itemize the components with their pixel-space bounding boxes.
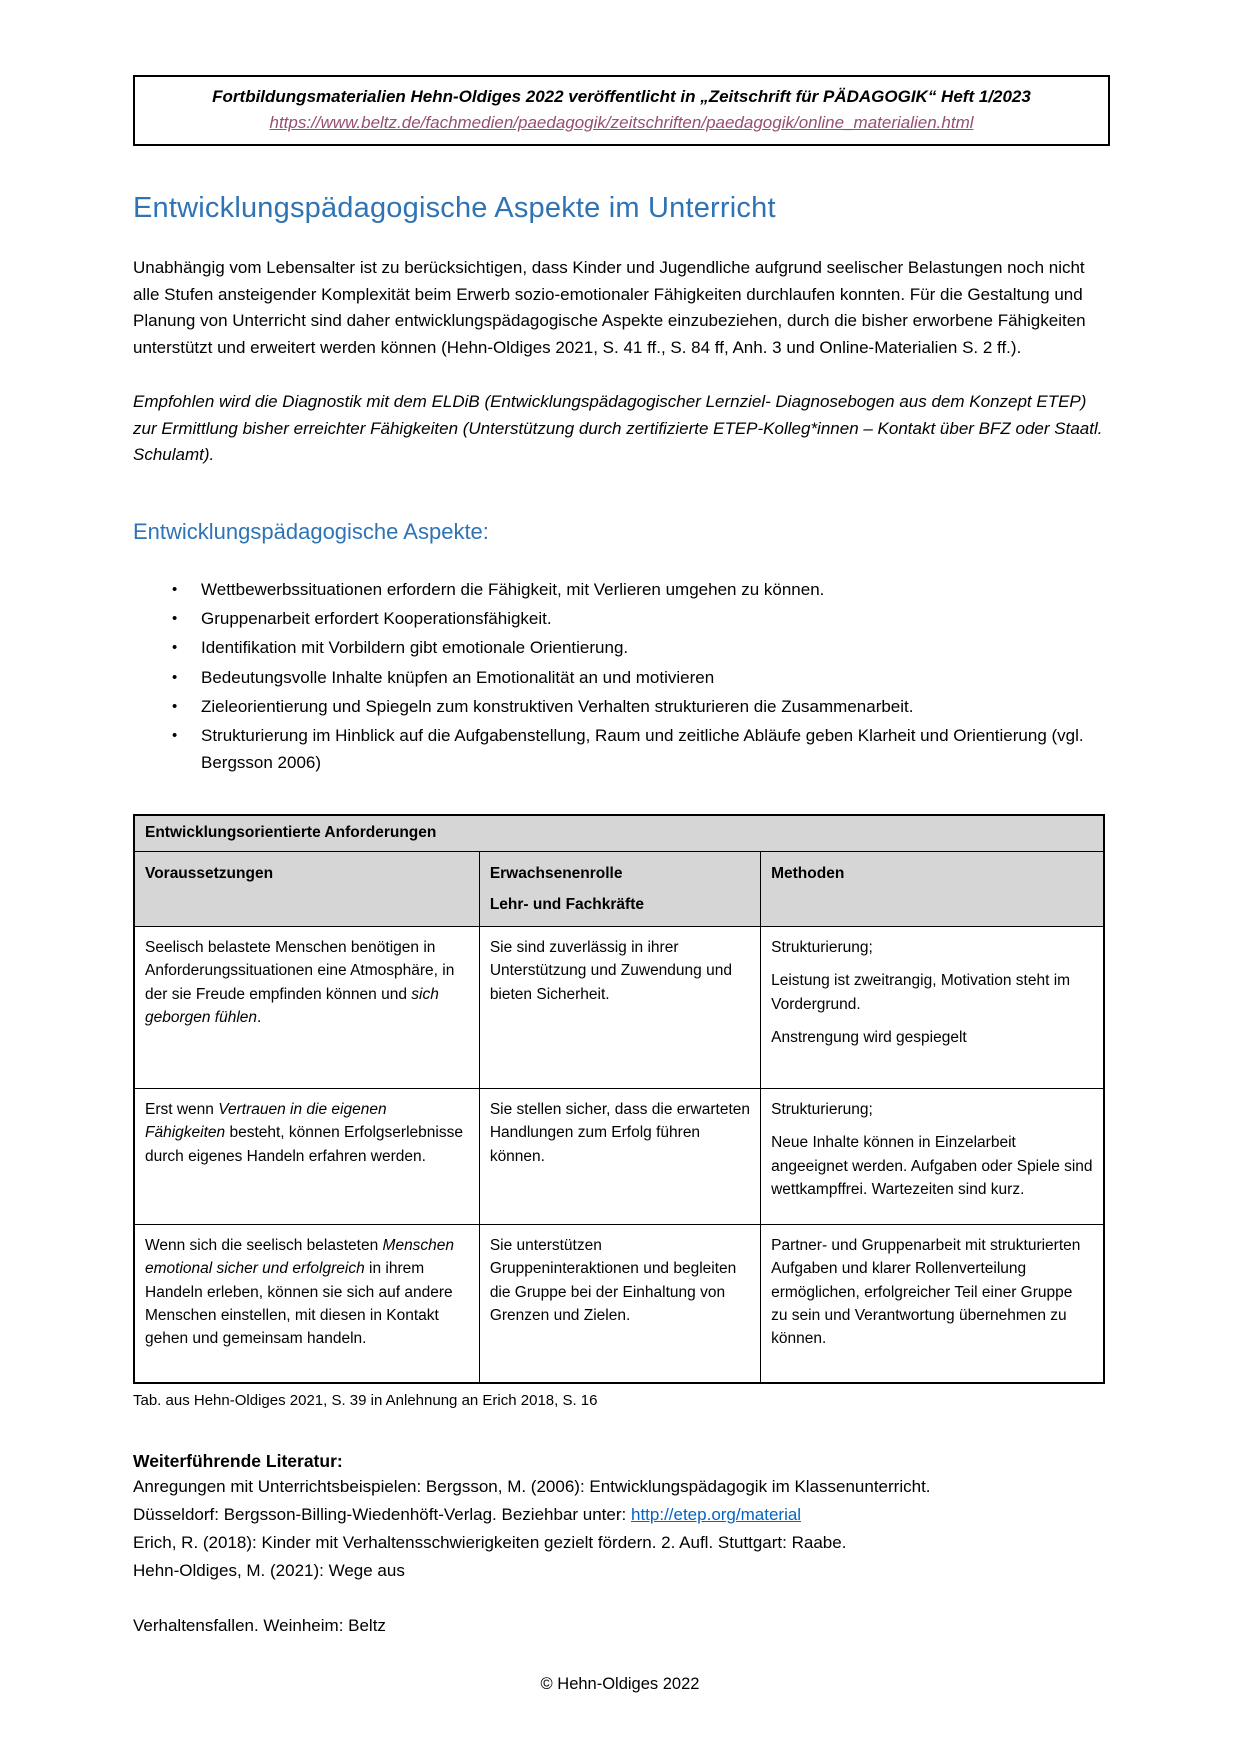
column-header-line1: Erwachsenenrolle bbox=[489, 865, 623, 883]
literature-entry-erich: Erich, R. (2018): Kinder mit Verhaltensschwierigkeiten gezielt fördern. 2. Aufl. Stuttgart: Raabe. bbox=[133, 1532, 847, 1552]
table-title-row bbox=[134, 815, 1104, 852]
bullet-item: • Bedeutungsvolle Inhalte knüpfen an Emotionalität an und motivieren bbox=[170, 665, 1110, 691]
column-header-erwachsenenrolle bbox=[479, 852, 760, 927]
table-row bbox=[134, 927, 1104, 1089]
cell-erwachsenenrolle-3: Sie unterstützen Gruppeninteraktionen und begleiten die Gruppe bei der Einhaltung von Grenzen und Zielen. bbox=[479, 1225, 760, 1384]
table-header-row bbox=[134, 852, 1104, 927]
cell-erwachsenenrolle-1: Sie sind zuverlässig in ihrer Unterstützung und Zuwendung und bieten Sicherheit. bbox=[479, 927, 760, 1089]
cell-text: Erst wenn bbox=[145, 1101, 219, 1119]
literature-entry-bergsson: Anregungen mit Unterrichtsbeispielen: Bergsson, M. (2006): Entwicklungspädagogik im Klassenunterricht. bbox=[133, 1477, 931, 1497]
bullet-item: • Gruppenarbeit erfordert Kooperationsfähigkeit. bbox=[170, 606, 1110, 632]
section-heading: Entwicklungspädagogische Aspekte: bbox=[133, 518, 489, 544]
table-row bbox=[134, 1225, 1104, 1384]
header-box-title: Fortbildungsmaterialien Hehn-Oldiges 2022 veröffentlicht in „Zeitschrift für PÄDAGOGIK“ Heft 1/2023 bbox=[212, 87, 1031, 106]
cell-text-italic: sich geborgen fühlen bbox=[145, 985, 439, 1026]
column-header-voraussetzungen: Voraussetzungen bbox=[134, 852, 479, 927]
header-box bbox=[133, 75, 1110, 146]
header-box-link-row bbox=[145, 110, 1098, 136]
cell-methoden-3: Partner- und Gruppenarbeit mit strukturierten Aufgaben und klarer Rollenverteilung ermöglichen, erfolgreicher Teil einer Gruppe zu sein und Verantwortung übernehmen zu können. bbox=[761, 1225, 1104, 1384]
bullet-item: • Identifikation mit Vorbildern gibt emotionale Orientierung. bbox=[170, 635, 1110, 661]
table-title: Entwicklungsorientierte Anforderungen bbox=[134, 815, 1104, 852]
bullet-item: • Zieleorientierung und Spiegeln zum konstruktiven Verhalten strukturieren die Zusammenarbeit. bbox=[170, 694, 1110, 720]
anforderungen-table bbox=[133, 814, 1105, 1384]
literature-entry-hehn-oldiges: Hehn-Oldiges, M. (2021): Wege aus bbox=[133, 1560, 405, 1580]
cell-methoden-1: Strukturierung; Leistung ist zweitrangig, Motivation steht im Vordergrund. Anstrengung wird gespiegelt bbox=[761, 927, 1104, 1089]
bullet-item: • Wettbewerbssituationen erfordern die Fähigkeit, mit Verlieren umgehen zu können. bbox=[170, 577, 1110, 603]
literature-heading: Weiterführende Literatur: bbox=[133, 1451, 343, 1472]
bullet-list bbox=[170, 577, 1110, 776]
cell-text: . bbox=[257, 1008, 262, 1026]
cell-text: Wenn sich die seelisch belasteten bbox=[145, 1237, 383, 1255]
cell-erwachsenenrolle-2: Sie stellen sicher, dass die erwarteten Handlungen zum Erfolg führen können. bbox=[479, 1089, 760, 1225]
cell-text: Seelisch belastete Menschen benötigen in Anforderungssituationen eine Atmosphäre, in der sie Freude empfinden können und bbox=[145, 939, 455, 1003]
table-row bbox=[134, 1089, 1104, 1225]
cell-voraussetzungen-2 bbox=[134, 1089, 479, 1225]
page-title: Entwicklungspädagogische Aspekte im Unterricht bbox=[133, 192, 776, 224]
cell-voraussetzungen-1 bbox=[134, 927, 479, 1089]
bullet-item: • Strukturierung im Hinblick auf die Aufgabenstellung, Raum und zeitliche Abläufe geben Klarheit und Orientierung (vgl. Bergsson 2006) bbox=[170, 723, 1110, 776]
cell-text-italic: Vertrauen in die eigenen Fähigkeiten bbox=[145, 1101, 387, 1142]
literature-entry-verhaltensfallen: Verhaltensfallen. Weinheim: Beltz bbox=[133, 1616, 386, 1636]
cell-voraussetzungen-3 bbox=[134, 1225, 479, 1384]
cell-text-italic: Menschen emotional sicher und erfolgreich bbox=[145, 1237, 455, 1278]
table-caption: Tab. aus Hehn-Oldiges 2021, S. 39 in Anlehnung an Erich 2018, S. 16 bbox=[133, 1392, 598, 1410]
intro-paragraph: Unabhängig vom Lebensalter ist zu berücksichtigen, dass Kinder und Jugendliche aufgrund seelischer Belastungen noch nicht alle Stufen ansteigender Komplexität beim Erwerb sozio-emotionaler Fähigkeiten durchlaufen konnten. Für die Gestaltung und Planung von Unterricht sind daher entwicklungspädagogische Aspekte einzubeziehen, durch die bisher erworbene Fähigkeiten unterstützt und erweitert werden können (Hehn-Oldiges 2021, S. 41 ff., S. 84 ff, Anh. 3 und Online-Materialien S. 2 ff.). bbox=[133, 258, 1086, 357]
header-box-link[interactable]: https://www.beltz.de/fachmedien/paedagogik/zeitschriften/paedagogik/online_materialien.html bbox=[269, 112, 974, 132]
literature-entry-verlag bbox=[133, 1502, 1110, 1528]
cell-methoden-2: Strukturierung; Neue Inhalte können in Einzelarbeit angeeignet werden. Aufgaben oder Spiele sind wettkampffrei. Wartezeiten sind kurz. bbox=[761, 1089, 1104, 1225]
literature-link-prefix: Düsseldorf: Bergsson-Billing-Wiedenhöft-Verlag. Beziehbar unter: bbox=[133, 1504, 631, 1524]
column-header-line2: Lehr- und Fachkräfte bbox=[489, 896, 644, 914]
note-paragraph: Empfohlen wird die Diagnostik mit dem ELDiB (Entwicklungspädagogischer Lernziel- Diagnosebogen aus dem Konzept ETEP) zur Ermittlung bisher erreichter Fähigkeiten (Unterstützung durch zertifizierte ETEP-Kolleg*innen – Kontakt über BFZ oder Staatl. Schulamt). bbox=[133, 392, 1103, 465]
cell-text: besteht, können Erfolgserlebnisse durch eigenes Handeln erfahren werden. bbox=[145, 1124, 463, 1165]
cell-text: in ihrem Handeln erleben, können sie sich auf andere Menschen einstellen, mit diesen in Kontakt gehen und gemeinsam handeln. bbox=[145, 1260, 453, 1348]
column-header-methoden: Methoden bbox=[761, 852, 1104, 927]
page-footer: © Hehn-Oldiges 2022 bbox=[540, 1675, 700, 1693]
etep-link[interactable]: http://etep.org/material bbox=[630, 1504, 802, 1524]
